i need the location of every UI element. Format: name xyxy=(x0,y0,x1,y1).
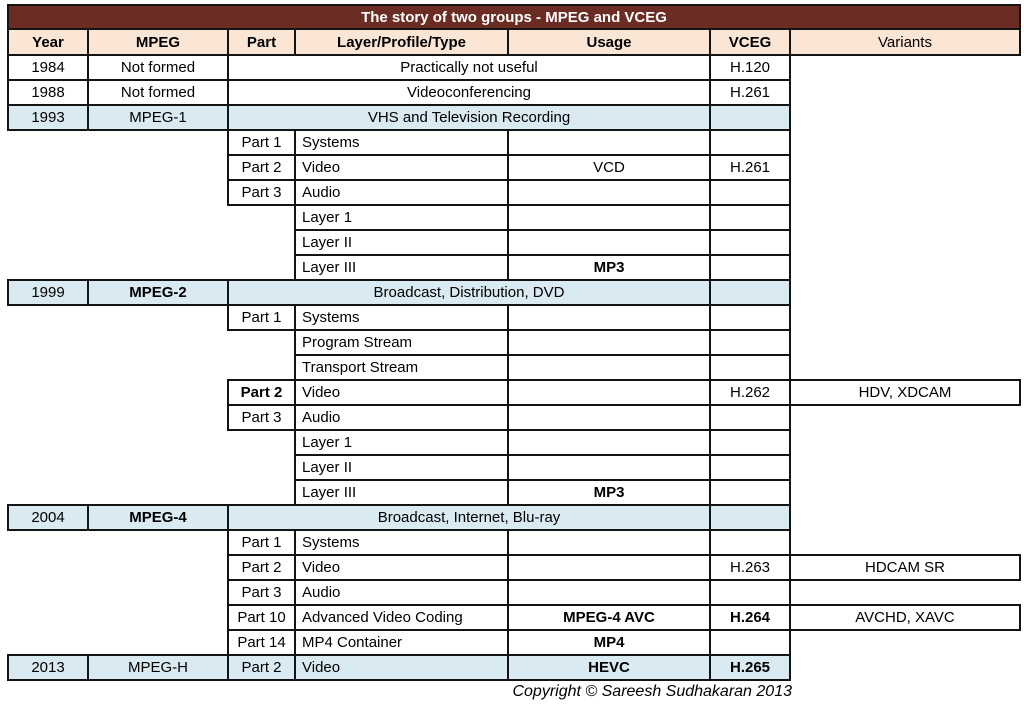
layer-profile-type-cell: Layer II xyxy=(294,229,509,256)
part-cell: Part 1 xyxy=(227,129,296,156)
mpeg-cell: MPEG-2 xyxy=(87,279,229,306)
vceg-cell xyxy=(709,254,791,281)
usage-cell: VCD xyxy=(507,154,711,181)
layer-profile-type-cell: Audio xyxy=(294,579,509,606)
layer-profile-type-cell: Video xyxy=(294,554,509,581)
usage-cell xyxy=(507,204,711,231)
year-cell: 1999 xyxy=(7,279,89,306)
layer-profile-type-cell: Systems xyxy=(294,304,509,331)
vceg-cell xyxy=(709,329,791,356)
layer-profile-type-cell: Program Stream xyxy=(294,329,509,356)
part-cell: Part 10 xyxy=(227,604,296,631)
column-header-part: Part xyxy=(227,28,296,56)
part-cell: Part 3 xyxy=(227,179,296,206)
mpeg-cell: Not formed xyxy=(87,79,229,106)
vceg-cell: H.120 xyxy=(709,54,791,81)
vceg-cell xyxy=(709,179,791,206)
part-cell: Part 1 xyxy=(227,529,296,556)
table-title: The story of two groups - MPEG and VCEG xyxy=(7,4,1021,30)
vceg-cell xyxy=(709,579,791,606)
mpeg-cell: MPEG-1 xyxy=(87,104,229,131)
usage-cell: HEVC xyxy=(507,654,711,681)
vceg-cell xyxy=(709,204,791,231)
part-cell: Part 14 xyxy=(227,629,296,656)
column-header-vceg: VCEG xyxy=(709,28,791,56)
usage-cell xyxy=(507,554,711,581)
layer-profile-type-cell: Systems xyxy=(294,529,509,556)
usage-cell xyxy=(507,529,711,556)
usage-cell: MP4 xyxy=(507,629,711,656)
usage-cell: MPEG-4 AVC xyxy=(507,604,711,631)
variants-cell: HDV, XDCAM xyxy=(789,379,1021,406)
vceg-cell xyxy=(709,454,791,481)
layer-profile-type-cell: Layer III xyxy=(294,254,509,281)
vceg-cell: H.265 xyxy=(709,654,791,681)
vceg-cell: H.264 xyxy=(709,604,791,631)
layer-profile-type-cell: Transport Stream xyxy=(294,354,509,381)
usage-cell xyxy=(507,379,711,406)
year-cell: 1993 xyxy=(7,104,89,131)
vceg-cell: H.261 xyxy=(709,79,791,106)
column-header-mpeg: MPEG xyxy=(87,28,229,56)
usage-cell xyxy=(507,179,711,206)
vceg-cell: H.261 xyxy=(709,154,791,181)
vceg-cell xyxy=(709,629,791,656)
part-cell: Part 2 xyxy=(227,154,296,181)
vceg-cell: H.263 xyxy=(709,554,791,581)
layer-profile-type-cell: Advanced Video Coding xyxy=(294,604,509,631)
vceg-cell xyxy=(709,129,791,156)
usage-cell xyxy=(507,354,711,381)
part-cell: Part 1 xyxy=(227,304,296,331)
layer-profile-type-cell: Audio xyxy=(294,179,509,206)
layer-profile-type-cell: Layer III xyxy=(294,479,509,506)
column-header-layer-profile-type: Layer/Profile/Type xyxy=(294,28,509,56)
layer-profile-type-cell: Layer 1 xyxy=(294,429,509,456)
column-header-usage: Usage xyxy=(507,28,711,56)
merged-usage-cell: VHS and Television Recording xyxy=(227,104,711,131)
merged-usage-cell: Practically not useful xyxy=(227,54,711,81)
merged-usage-cell: Broadcast, Internet, Blu-ray xyxy=(227,504,711,531)
mpeg-vceg-history-table xyxy=(8,5,1024,680)
year-cell: 1988 xyxy=(7,79,89,106)
mpeg-cell: MPEG-H xyxy=(87,654,229,681)
mpeg-cell: MPEG-4 xyxy=(87,504,229,531)
usage-cell: MP3 xyxy=(507,479,711,506)
vceg-cell xyxy=(709,404,791,431)
column-header-variants: Variants xyxy=(789,28,1021,56)
vceg-cell xyxy=(709,504,791,531)
layer-profile-type-cell: Video xyxy=(294,654,509,681)
variants-cell: AVCHD, XAVC xyxy=(789,604,1021,631)
vceg-cell xyxy=(709,479,791,506)
layer-profile-type-cell: Layer 1 xyxy=(294,204,509,231)
copyright-text: Copyright © Sareesh Sudhakaran 2013 xyxy=(512,683,792,700)
column-header-year: Year xyxy=(7,28,89,56)
vceg-cell xyxy=(709,529,791,556)
vceg-cell xyxy=(709,354,791,381)
usage-cell xyxy=(507,579,711,606)
vceg-cell xyxy=(709,304,791,331)
vceg-cell: H.262 xyxy=(709,379,791,406)
layer-profile-type-cell: Audio xyxy=(294,404,509,431)
vceg-cell xyxy=(709,104,791,131)
layer-profile-type-cell: MP4 Container xyxy=(294,629,509,656)
usage-cell xyxy=(507,304,711,331)
vceg-cell xyxy=(709,229,791,256)
layer-profile-type-cell: Video xyxy=(294,379,509,406)
vceg-cell xyxy=(709,279,791,306)
usage-cell xyxy=(507,429,711,456)
layer-profile-type-cell: Video xyxy=(294,154,509,181)
part-cell: Part 3 xyxy=(227,404,296,431)
part-cell: Part 2 xyxy=(227,554,296,581)
layer-profile-type-cell: Systems xyxy=(294,129,509,156)
variants-cell: HDCAM SR xyxy=(789,554,1021,581)
usage-cell xyxy=(507,229,711,256)
mpeg-cell: Not formed xyxy=(87,54,229,81)
vceg-cell xyxy=(709,429,791,456)
part-cell: Part 2 xyxy=(227,379,296,406)
year-cell: 2013 xyxy=(7,654,89,681)
part-cell: Part 2 xyxy=(227,654,296,681)
merged-usage-cell: Broadcast, Distribution, DVD xyxy=(227,279,711,306)
year-cell: 2004 xyxy=(7,504,89,531)
usage-cell xyxy=(507,454,711,481)
merged-usage-cell: Videoconferencing xyxy=(227,79,711,106)
year-cell: 1984 xyxy=(7,54,89,81)
usage-cell xyxy=(507,129,711,156)
usage-cell xyxy=(507,329,711,356)
layer-profile-type-cell: Layer II xyxy=(294,454,509,481)
part-cell: Part 3 xyxy=(227,579,296,606)
usage-cell xyxy=(507,404,711,431)
usage-cell: MP3 xyxy=(507,254,711,281)
